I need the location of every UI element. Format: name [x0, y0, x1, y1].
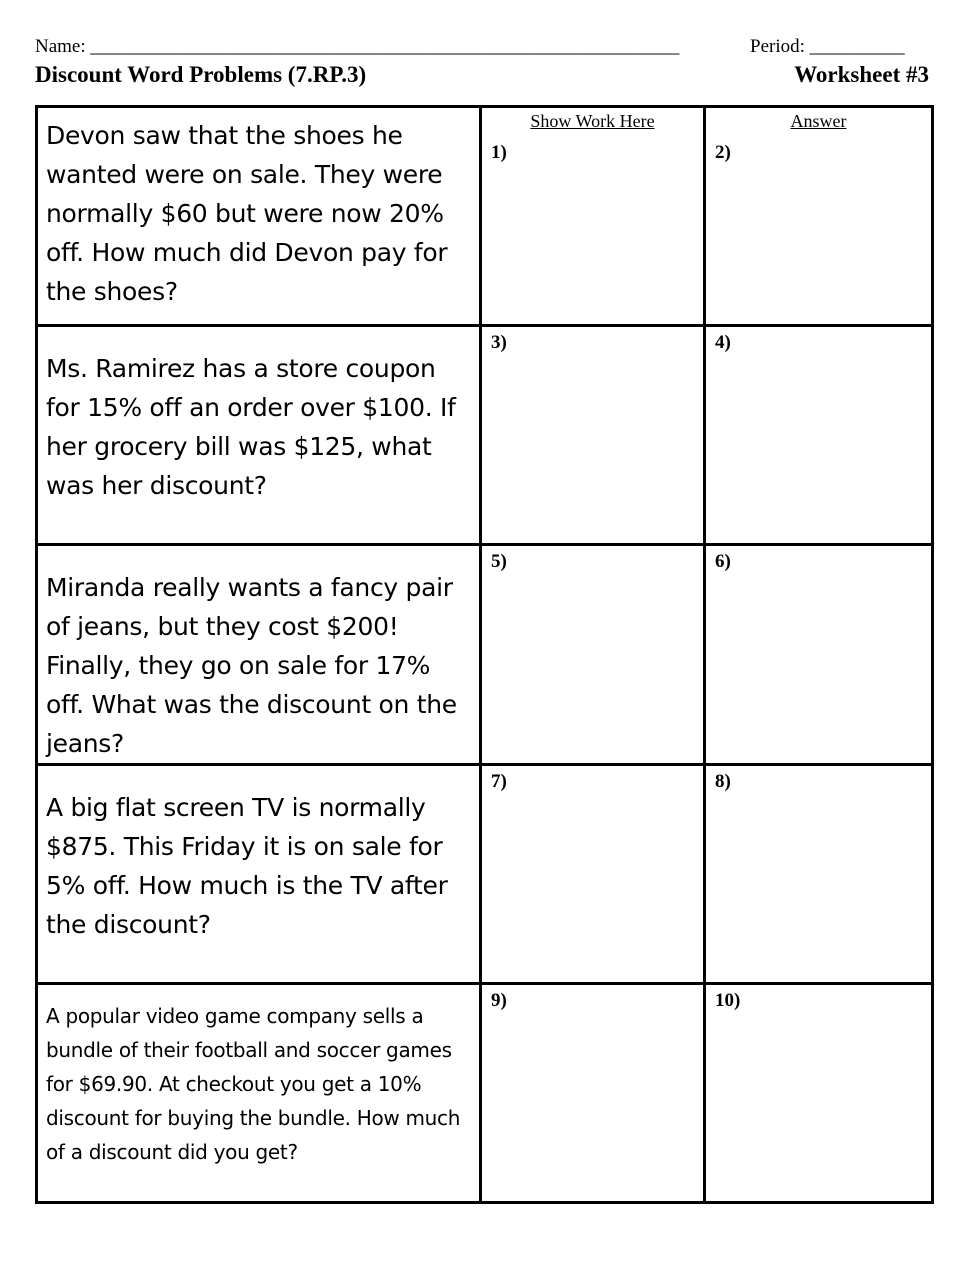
answer-cell[interactable]	[704, 984, 932, 1203]
period-field[interactable]: Period: __________	[750, 36, 905, 57]
name-field[interactable]: Name: ______________________________________________________________	[35, 36, 680, 57]
page-title: Discount Word Problems (7.RP.3)	[35, 62, 367, 87]
work-number: 3)	[490, 332, 507, 353]
problem-text: Ms. Ramirez has a store coupon for 15% off an order over $100. If her grocery bill was $125, what was her discount?	[46, 354, 456, 500]
answer-header: Answer	[790, 111, 847, 131]
work-number: 9)	[490, 990, 507, 1011]
work-number: 5)	[490, 551, 507, 572]
work-cell[interactable]	[480, 545, 704, 765]
show-work-header: Show Work Here	[530, 111, 655, 131]
problem-text: A big flat screen TV is normally $875. This Friday it is on sale for 5% off. How much is the TV after the discount?	[46, 793, 448, 939]
table-row	[37, 326, 933, 545]
answer-number: 8)	[714, 771, 731, 792]
problem-cell	[37, 545, 481, 765]
answer-number: 4)	[714, 332, 731, 353]
work-cell[interactable]	[480, 984, 704, 1203]
problem-cell	[37, 326, 481, 545]
worksheet-number: Worksheet #3	[794, 62, 929, 87]
work-number: 7)	[490, 771, 507, 792]
table-row	[37, 545, 933, 765]
problem-text: Devon saw that the shoes he wanted were on sale. They were normally $60 but were now 20% off. How much did Devon pay for the shoes?	[46, 121, 448, 306]
problem-cell	[37, 765, 481, 984]
work-cell[interactable]	[480, 326, 704, 545]
table-row	[37, 984, 933, 1203]
problem-cell	[37, 107, 481, 326]
answer-cell[interactable]	[704, 326, 932, 545]
answer-number: 10)	[714, 990, 741, 1011]
problem-table	[35, 105, 934, 1204]
work-number: 1)	[490, 142, 507, 163]
answer-cell[interactable]	[704, 545, 932, 765]
answer-number: 6)	[714, 551, 731, 572]
table-row	[37, 107, 933, 326]
table-row	[37, 765, 933, 984]
answer-cell[interactable]	[704, 107, 932, 326]
problem-text: A popular video game company sells a bundle of their football and soccer games for $69.90. At checkout you get a 10% discount for buying the bundle. How much of a discount did you get?	[46, 1004, 461, 1164]
work-cell[interactable]	[480, 765, 704, 984]
problem-cell	[37, 984, 481, 1203]
problem-text: Miranda really wants a fancy pair of jeans, but they cost $200! Finally, they go on sale for 17% off. What was the discount on the jeans?	[46, 573, 457, 758]
work-cell[interactable]	[480, 107, 704, 326]
answer-number: 2)	[714, 142, 731, 163]
answer-cell[interactable]	[704, 765, 932, 984]
